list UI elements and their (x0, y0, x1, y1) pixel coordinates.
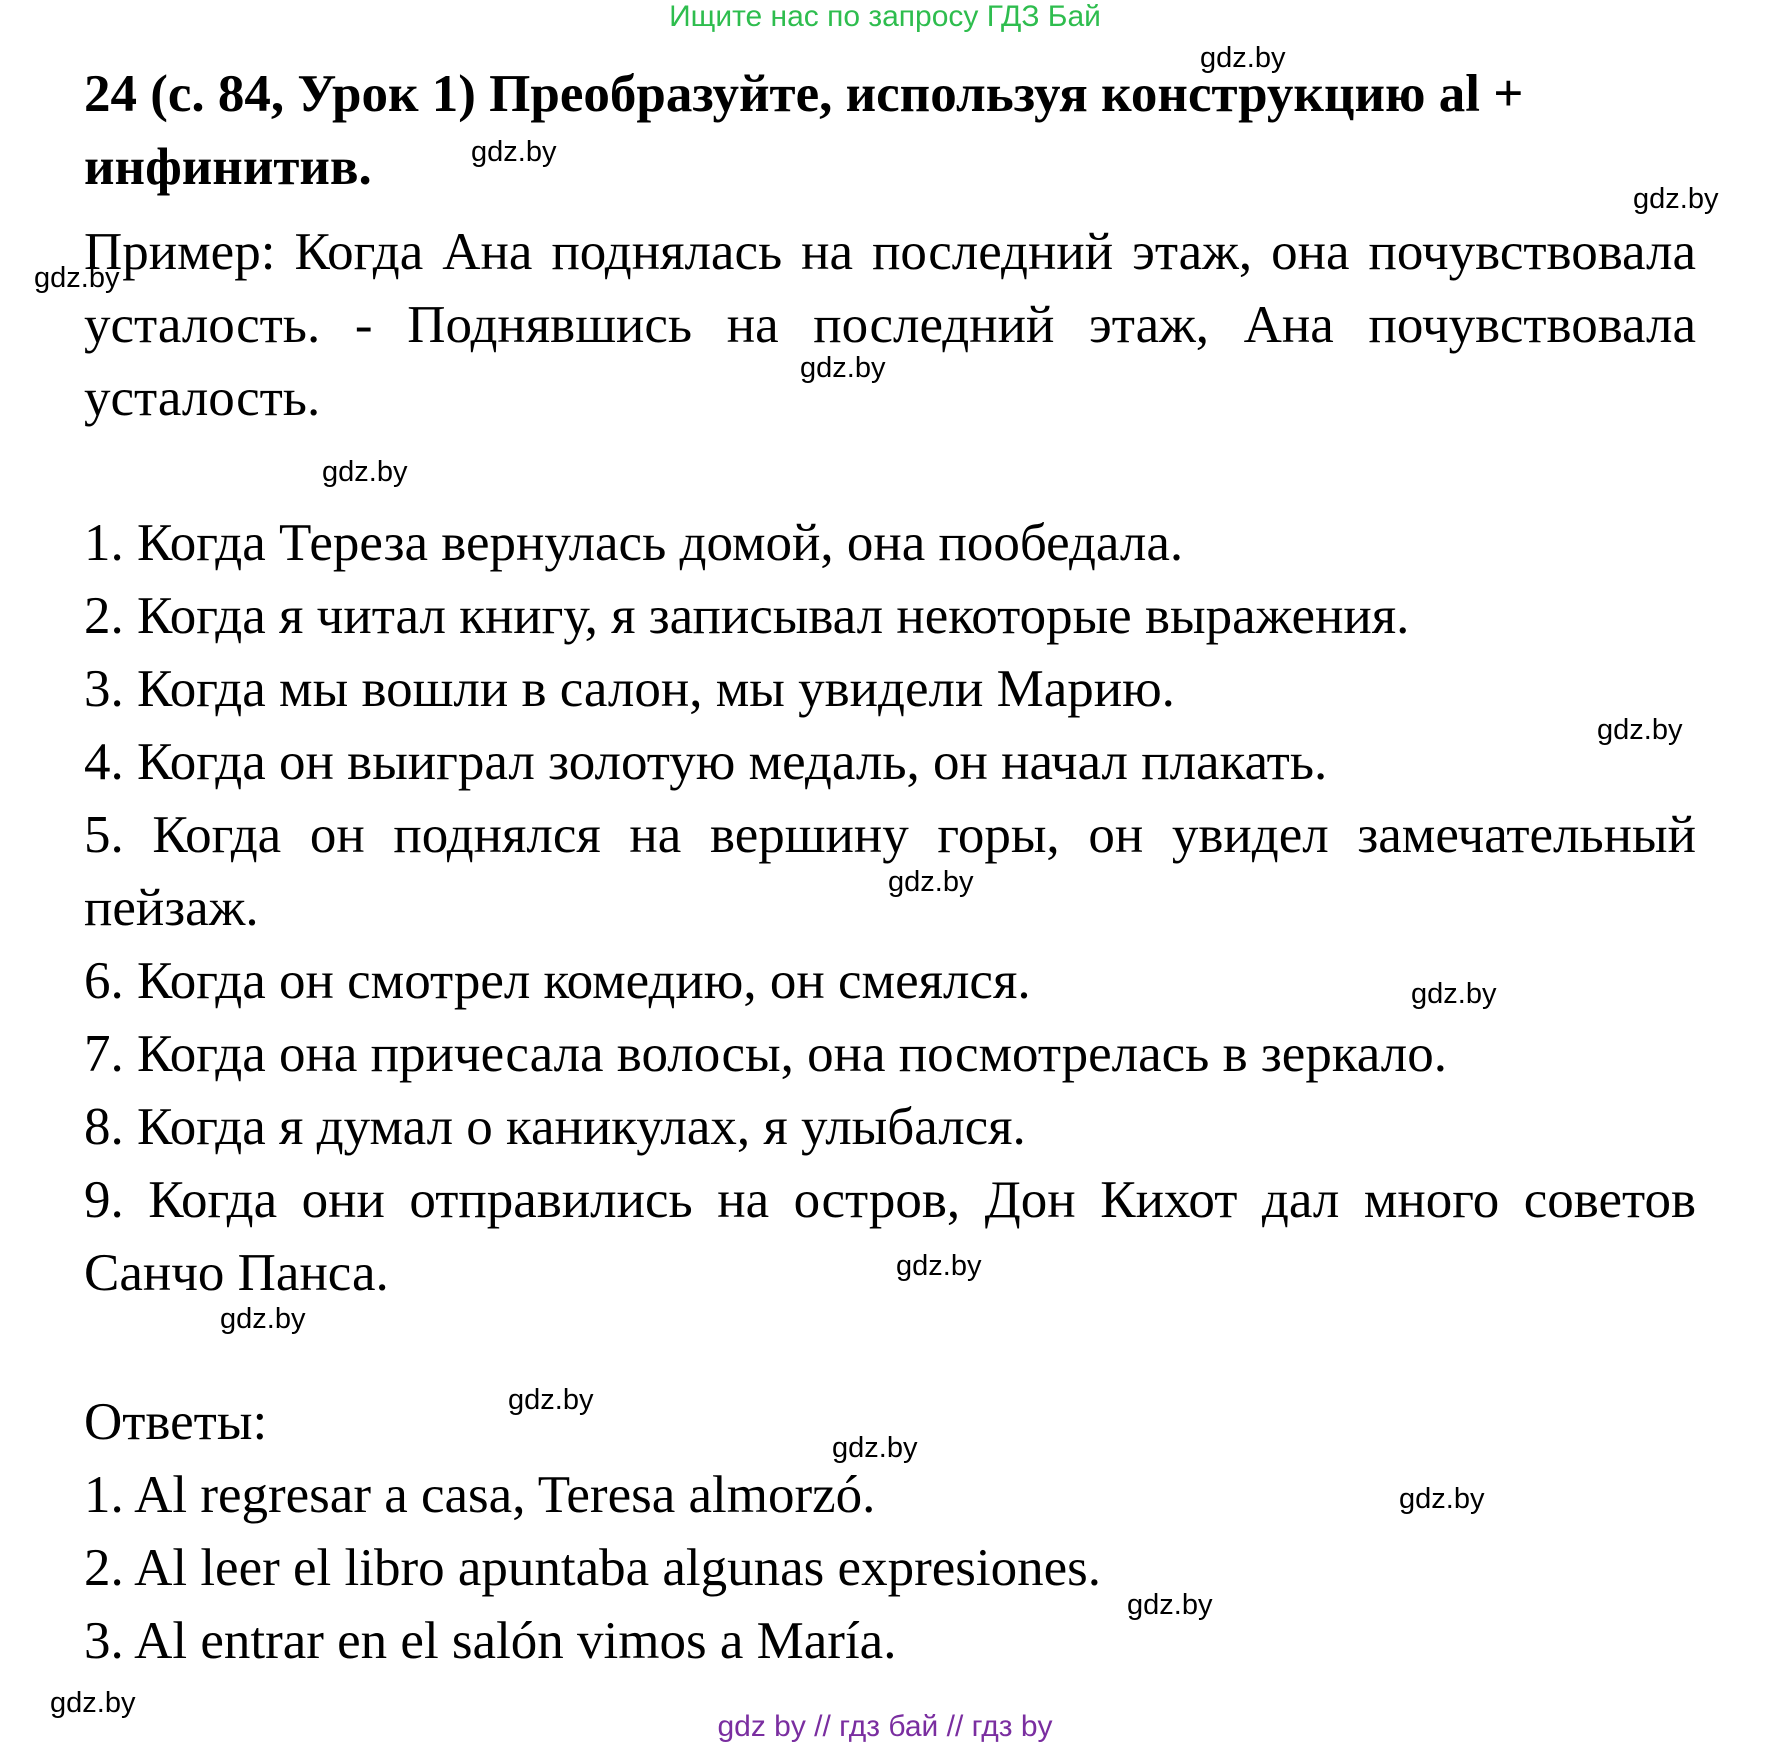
bottom-banner: gdz by // гдз бай // гдз by (717, 1710, 1053, 1743)
top-banner: Ищите нас по запросу ГДЗ Бай (669, 0, 1101, 33)
answer-item-1: 1. Al regresar a casa, Teresa almorzó. (84, 1466, 876, 1524)
answer-item-2: 2. Al leer el libro apuntaba algunas expresiones. (84, 1539, 1101, 1597)
exercise-list (84, 507, 1696, 1310)
exercise-item-7: 7. Когда она причесала волосы, она посмотрелась в зеркало. (84, 1025, 1447, 1083)
watermark: gdz.by (1127, 1589, 1213, 1621)
watermark: gdz.by (1411, 978, 1497, 1010)
exercise-item-2: 2. Когда я читал книгу, я записывал некоторые выражения. (84, 587, 1410, 645)
watermark: gdz.by (1399, 1483, 1485, 1515)
watermark: gdz.by (50, 1687, 136, 1719)
exercise-item-1: 1. Когда Тереза вернулась домой, она пообедала. (84, 514, 1184, 572)
exercise-item-4: 4. Когда он выиграл золотую медаль, он начал плакать. (84, 733, 1328, 791)
exercise-item-3: 3. Когда мы вошли в салон, мы увидели Марию. (84, 660, 1175, 718)
watermark: gdz.by (1597, 714, 1683, 746)
task-title: 24 (с. 84, Урок 1) Преобразуйте, используя конструкцию al + инфинитив. (84, 65, 1524, 196)
watermark: gdz.by (471, 136, 557, 168)
watermark: gdz.by (800, 352, 886, 384)
exercise-item-5: 5. Когда он поднялся на вершину горы, он увидел замечательный пейзаж. (84, 806, 1696, 937)
exercise-item-8: 8. Когда я думал о каникулах, я улыбался. (84, 1098, 1026, 1156)
watermark: gdz.by (508, 1384, 594, 1416)
watermark: gdz.by (1633, 183, 1719, 215)
exercise-item-6: 6. Когда он смотрел комедию, он смеялся. (84, 952, 1031, 1010)
answers-label: Ответы: (84, 1393, 268, 1451)
exercise-item-9: 9. Когда они отправились на остров, Дон Кихот дал много советов Санчо Панса. (84, 1171, 1696, 1302)
watermark: gdz.by (1200, 42, 1286, 74)
watermark: gdz.by (322, 456, 408, 488)
watermark: gdz.by (896, 1250, 982, 1282)
task-example: Пример: Когда Ана поднялась на последний этаж, она почувствовала усталость. - Поднявшись на последний этаж, Ана почувствовала усталость. (84, 223, 1696, 427)
watermark: gdz.by (832, 1432, 918, 1464)
watermark: gdz.by (888, 866, 974, 898)
answer-item-3: 3. Al entrar en el salón vimos a María. (84, 1612, 897, 1670)
watermark: gdz.by (34, 262, 120, 294)
watermark: gdz.by (220, 1303, 306, 1335)
